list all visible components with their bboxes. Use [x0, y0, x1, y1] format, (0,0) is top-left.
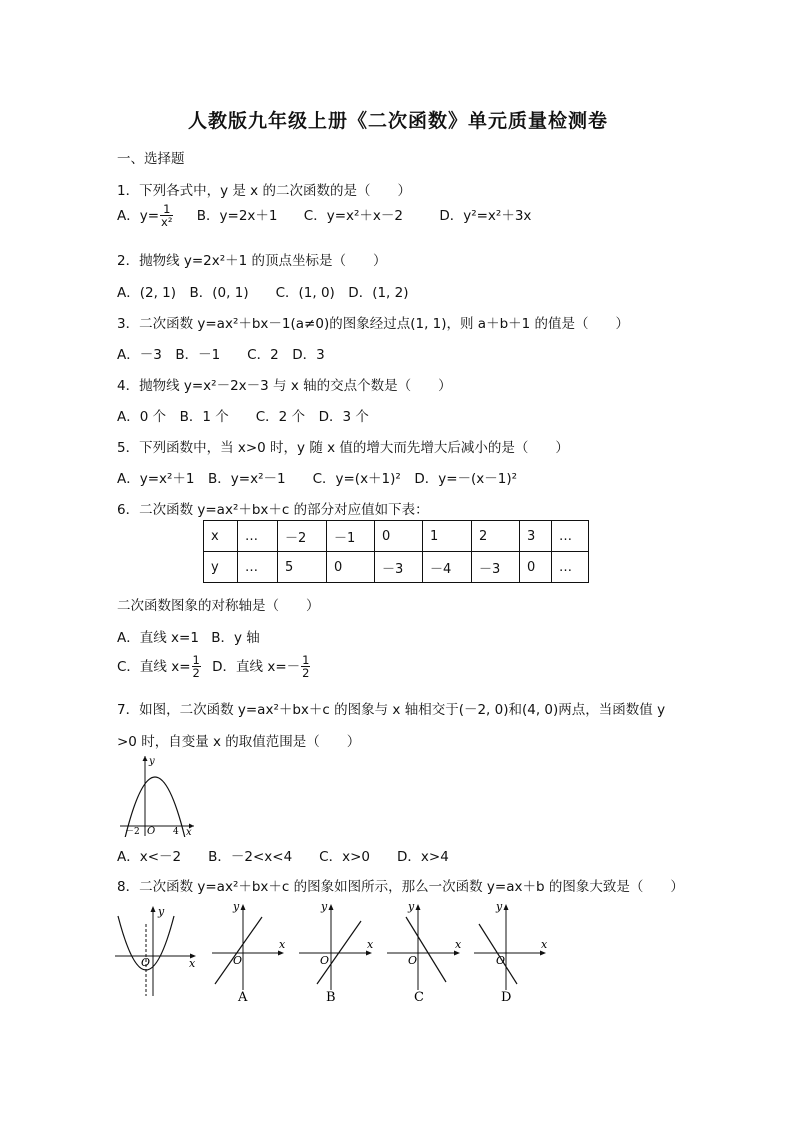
question-8-stem: 8．二次函数 y=ax²＋bx＋c 的图象如图所示，那么一次函数 y=ax＋b 的图象大致是（ ） — [117, 879, 684, 895]
table-cell: y — [204, 552, 238, 583]
table-cell: －3 — [472, 552, 520, 583]
q1-option-a-fraction: $\frac{1}{\text{x²}}$ — [161, 202, 173, 230]
table-cell: x — [204, 521, 238, 552]
question-2-stem: 2．抛物线 y=2x²＋1 的顶点坐标是（ ） — [117, 253, 387, 269]
question-2-options[interactable]: A．(2, 1) B．(0, 1) C．(1, 0) D．(1, 2) — [117, 285, 409, 301]
q8-d-y-axis-arrow — [504, 904, 509, 910]
table-cell: －2 — [278, 521, 327, 552]
table-cell: －3 — [375, 552, 423, 583]
q1-option-b[interactable]: B．y=2x＋1 — [196, 207, 278, 224]
q8-c-x-label: x — [455, 938, 462, 951]
q8-b-y-axis-arrow — [329, 904, 334, 910]
q8-choice-b-label: B — [326, 990, 336, 1005]
q8-parabola-graph — [115, 905, 196, 996]
q8-choice-a-label: A — [238, 990, 248, 1005]
q8-y-axis-arrow — [151, 906, 156, 912]
page-title: 人教版九年级上册《二次函数》单元质量检测卷 — [188, 110, 609, 132]
q8-a-y-label: y — [233, 900, 240, 913]
question-8-figures — [112, 896, 552, 1010]
q8-choice-d-label: D — [501, 990, 512, 1005]
question-6-options-cd — [117, 654, 311, 679]
q7-origin-label: O — [147, 826, 156, 837]
q8-choice-d-graph[interactable] — [474, 900, 548, 1005]
q6-option-c-fraction: $\frac{1}{2}$ — [192, 653, 200, 681]
question-1-options — [117, 203, 531, 228]
q8-d-x-label: x — [541, 938, 548, 951]
q1-option-c[interactable]: C．y=x²＋x－2 — [303, 207, 404, 224]
q7-x-label: x — [186, 827, 192, 837]
table-cell: 0 — [375, 521, 423, 552]
table-cell: … — [238, 521, 278, 552]
table-cell: … — [552, 521, 589, 552]
question-5-stem: 5．下列函数中，当 x>0 时，y 随 x 值的增大而先增大后减小的是（ ） — [117, 440, 569, 456]
q8-b-x-label: x — [367, 938, 374, 951]
q1-option-a[interactable]: A．y= $\frac{1}{\text{x²}}$ — [117, 202, 173, 230]
question-6-question: 二次函数图象的对称轴是（ ） — [117, 598, 320, 614]
table-cell: －1 — [327, 521, 375, 552]
q8-a-x-axis-arrow — [278, 951, 284, 956]
q8-d-x-axis-arrow — [540, 951, 546, 956]
question-7-stem-line-1: 7．如图，二次函数 y=ax²＋bx＋c 的图象与 x 轴相交于(－2, 0)和(4, 0)两点，当函数值 y — [117, 702, 666, 718]
question-3-options[interactable]: A．－3 B．－1 C．2 D．3 — [117, 347, 325, 363]
q8-choice-c-graph[interactable] — [387, 900, 462, 1005]
table-cell: 1 — [423, 521, 472, 552]
value-table — [203, 520, 589, 583]
question-7-graph — [116, 753, 198, 837]
q6-option-c[interactable]: C．直线 x= $\frac{1}{2}$ — [117, 653, 200, 681]
q8-y-label: y — [158, 905, 165, 918]
section-heading: 一、选择题 — [117, 151, 185, 167]
q8-b-x-axis-arrow — [366, 951, 372, 956]
q7-y-label: y — [149, 756, 155, 767]
table-cell: … — [552, 552, 589, 583]
table-cell: －4 — [423, 552, 472, 583]
question-4-stem: 4．抛物线 y=x²－2x－3 与 x 轴的交点个数是（ ） — [117, 378, 452, 394]
q8-d-origin-label: O — [496, 954, 506, 967]
q8-choice-a-graph[interactable] — [212, 900, 286, 1005]
q8-c-line — [406, 917, 446, 982]
table-row-y — [204, 552, 589, 583]
table-cell: 0 — [327, 552, 375, 583]
q7-right-root-label: 4 — [173, 827, 179, 837]
q8-a-y-axis-arrow — [241, 904, 246, 910]
q6-option-b[interactable]: B．y 轴 — [211, 630, 260, 646]
q8-a-line — [215, 917, 262, 984]
question-5-options[interactable]: A．y=x²＋1 B．y=x²－1 C．y=(x＋1)² D．y=－(x－1)² — [117, 471, 518, 487]
q8-c-x-axis-arrow — [454, 951, 460, 956]
q1-option-d[interactable]: D．y²=x²＋3x — [439, 207, 532, 224]
q8-c-origin-label: O — [408, 954, 418, 967]
table-cell: 5 — [278, 552, 327, 583]
q8-c-y-label: y — [408, 900, 415, 913]
question-4-options[interactable]: A．0 个 B．1 个 C．2 个 D．3 个 — [117, 409, 369, 425]
q8-c-y-axis-arrow — [416, 904, 421, 910]
q6-option-d-fraction: $\frac{1}{2}$ — [302, 653, 310, 681]
q8-d-y-label: y — [496, 900, 503, 913]
q8-x-label: x — [189, 957, 196, 970]
table-row-x — [204, 521, 589, 552]
question-3-stem: 3．二次函数 y=ax²＋bx－1(a≠0)的图象经过点(1, 1)，则 a＋b＋1 的值是（ ） — [117, 316, 630, 332]
q8-b-y-label: y — [321, 900, 328, 913]
q6-option-d[interactable]: D．直线 x=－ $\frac{1}{2}$ — [212, 653, 310, 681]
q8-choice-b-graph[interactable] — [299, 900, 374, 1005]
question-1-stem: 1．下列各式中，y 是 x 的二次函数的是（ ） — [117, 183, 411, 199]
q7-left-root-label: －2 — [125, 827, 140, 837]
q8-origin-label: O — [141, 956, 151, 969]
q7-y-axis-arrow — [143, 756, 148, 761]
q8-b-origin-label: O — [320, 954, 330, 967]
question-6-options-ab — [117, 626, 260, 646]
question-7-options[interactable]: A．x<－2 B．－2<x<4 C．x>0 D．x>4 — [117, 849, 449, 865]
question-6-stem: 6．二次函数 y=ax²＋bx＋c 的部分对应值如下表： — [117, 502, 429, 518]
table-cell: … — [238, 552, 278, 583]
q8-choice-c-label: C — [414, 990, 424, 1005]
table-cell: 3 — [520, 521, 552, 552]
q6-option-a[interactable]: A．直线 x=1 — [117, 630, 199, 646]
question-7-stem-line-2: >0 时，自变量 x 的取值范围是（ ） — [117, 734, 361, 750]
table-cell: 2 — [472, 521, 520, 552]
q8-a-x-label: x — [279, 938, 286, 951]
table-cell: 0 — [520, 552, 552, 583]
q8-a-origin-label: O — [233, 954, 243, 967]
